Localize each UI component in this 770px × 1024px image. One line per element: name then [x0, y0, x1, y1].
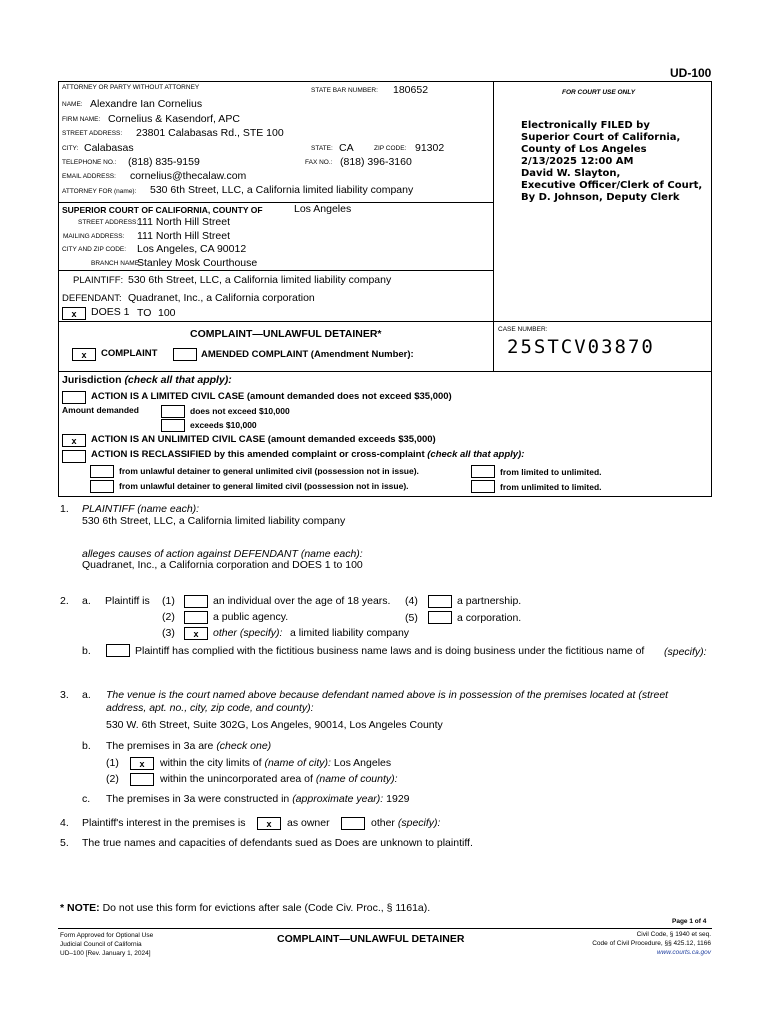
other-entity-value[interactable]: a limited liability company — [290, 627, 410, 639]
other-interest-specify: (specify): — [397, 817, 441, 829]
premises-address[interactable]: 530 W. 6th Street, Suite 302G, Los Angeles, 90014, Los Angeles County — [106, 719, 443, 731]
does-to-number[interactable]: 100 — [158, 307, 176, 319]
title-bottom-border — [58, 371, 712, 372]
other-entity-label: other (specify): — [213, 627, 283, 639]
item2-number: 2. — [60, 595, 69, 607]
unincorporated-text: within the unincorporated area of — [160, 773, 313, 785]
unincorporated-checkbox[interactable] — [130, 773, 154, 786]
partnership-checkbox[interactable] — [428, 595, 452, 608]
option-4-num: (4) — [405, 595, 418, 607]
limited-case-label: ACTION IS A LIMITED CIVIL CASE (amount demanded does not exceed $35,000) — [91, 391, 452, 402]
court-use-label: FOR COURT USE ONLY — [562, 89, 636, 96]
efiling-line-4: 2/13/2025 12:00 AM — [521, 156, 634, 167]
firm-label: FIRM NAME: — [62, 116, 101, 123]
individual-label: an individual over the age of 18 years. — [213, 595, 391, 607]
fictitious-name-specify: (specify): — [664, 646, 707, 658]
venue-text-line1: The venue is the court named above because defendant named above is in possession of the premises located at (street — [106, 689, 669, 701]
unlimited-case-checkbox[interactable]: x — [62, 434, 86, 447]
email[interactable]: cornelius@thecalaw.com — [130, 170, 247, 182]
complaint-title: COMPLAINT—UNLAWFUL DETAINER* — [190, 328, 382, 340]
form-id: UD-100 — [670, 66, 712, 80]
court-street-label: STREET ADDRESS: — [78, 219, 139, 226]
footer-rule — [58, 928, 712, 929]
state-label: STATE: — [311, 145, 333, 152]
street-address[interactable]: 23801 Calabasas Rd., STE 100 — [136, 127, 284, 139]
city-limits-checkbox[interactable]: x — [130, 757, 154, 770]
fictitious-name-checkbox[interactable] — [106, 644, 130, 657]
note-label: * NOTE: — [60, 902, 100, 914]
item3-number: 3. — [60, 689, 69, 701]
reclass-unlimited-limited-checkbox[interactable] — [471, 480, 495, 493]
court-use-divider — [493, 81, 494, 372]
to-label: TO — [137, 307, 152, 319]
construction-note: (approximate year): — [292, 793, 384, 805]
item3b-letter: b. — [82, 740, 91, 752]
amended-checkbox[interactable] — [173, 348, 197, 361]
zip-code[interactable]: 91302 — [415, 142, 445, 154]
construction-text: The premises in 3a were constructed in — [106, 793, 290, 805]
court-branch-label: BRANCH NAME: — [91, 260, 141, 267]
efiling-line-1: Electronically FILED by — [521, 120, 650, 131]
reclassified-label-note: (check all that apply): — [427, 449, 525, 460]
exceeds-10k-label: exceeds $10,000 — [190, 420, 257, 430]
option-1-num: (1) — [162, 595, 175, 607]
attorney-for-label: ATTORNEY FOR (name): — [62, 188, 137, 195]
court-street[interactable]: 111 North Hill Street — [137, 216, 230, 228]
jurisdiction-bottom-border — [58, 496, 712, 497]
not-exceed-10k-checkbox[interactable] — [161, 405, 185, 418]
public-agency-checkbox[interactable] — [184, 611, 208, 624]
public-agency-label: a public agency. — [213, 611, 289, 623]
premises-location-text: The premises in 3a are — [106, 740, 214, 752]
jurisdiction-heading-note: (check all that apply): — [124, 374, 232, 386]
header-right-border — [711, 81, 712, 372]
efiling-line-7: By D. Johnson, Deputy Clerk — [521, 192, 680, 203]
corporation-checkbox[interactable] — [428, 611, 452, 624]
amount-demanded-label: Amount demanded — [62, 405, 139, 415]
plaintiff-is-label: Plaintiff is — [105, 595, 150, 607]
court-cityzip[interactable]: Los Angeles, CA 90012 — [137, 243, 247, 255]
jurisdiction-heading-text: Jurisdiction — [62, 374, 122, 386]
court-county[interactable]: Los Angeles — [294, 203, 352, 215]
fax[interactable]: (818) 396-3160 — [340, 156, 412, 168]
footer-left-3: UD–100 [Rev. January 1, 2024] — [60, 950, 151, 957]
partnership-label: a partnership. — [457, 595, 522, 607]
city-limits-value[interactable]: Los Angeles — [333, 757, 392, 769]
telephone-label: TELEPHONE NO.: — [62, 159, 117, 166]
eviction-note — [60, 902, 430, 914]
reclass-unlimited-limited-label: from unlimited to limited. — [500, 482, 602, 492]
owner-label: as owner — [287, 817, 330, 829]
unincorporated-label — [160, 773, 398, 785]
individual-checkbox[interactable] — [184, 595, 208, 608]
option-2-num: (2) — [162, 611, 175, 623]
reclass-ud-limited-checkbox[interactable] — [90, 480, 114, 493]
reclassified-label — [91, 449, 524, 460]
court-mailing[interactable]: 111 North Hill Street — [137, 230, 230, 242]
reclass-ud-unlimited-checkbox[interactable] — [90, 465, 114, 478]
efiling-stamp — [521, 120, 702, 204]
unincorporated-num: (2) — [106, 773, 119, 785]
fictitious-name-label: Plaintiff has complied with the fictitious business name laws and is doing business under the fictitious name of — [135, 645, 645, 657]
efiling-line-5: David W. Slayton, — [521, 168, 621, 179]
telephone[interactable]: (818) 835-9159 — [128, 156, 200, 168]
defendant-name[interactable]: Quadranet, Inc., a California corporation — [128, 292, 315, 304]
attorney-for[interactable]: 530 6th Street, LLC, a California limited liability company — [150, 184, 414, 196]
court-heading: SUPERIOR COURT OF CALIFORNIA, COUNTY OF — [62, 205, 263, 215]
item1-alleges: alleges causes of action against DEFENDANT (name each): — [82, 548, 363, 560]
option-3-num: (3) — [162, 627, 175, 639]
court-mailing-label: MAILING ADDRESS: — [63, 233, 125, 240]
plaintiff-label: PLAINTIFF: — [73, 275, 124, 286]
attorney-name[interactable]: Alexandre Ian Cornelius — [90, 98, 203, 110]
jurisdiction-heading — [62, 374, 232, 386]
venue-text-line2: address, apt. no., city, zip code, and county): — [106, 702, 314, 714]
premises-location-label — [106, 740, 271, 752]
city-limits-text: within the city limits of — [160, 757, 262, 769]
firm-name[interactable]: Cornelius & Kasendorf, APC — [108, 113, 240, 125]
does-unknown-text: The true names and capacities of defendants sued as Does are unknown to plaintiff. — [82, 837, 473, 849]
efiling-line-6: Executive Officer/Clerk of Court, — [521, 180, 703, 191]
footer-title: COMPLAINT—UNLAWFUL DETAINER — [277, 933, 465, 945]
other-interest-label — [371, 817, 440, 829]
city-label: CITY: — [62, 145, 79, 152]
case-number-label: CASE NUMBER: — [498, 326, 548, 333]
court-cityzip-label: CITY AND ZIP CODE: — [62, 246, 127, 253]
footer-left-2: Judicial Council of California — [60, 941, 142, 948]
reclass-limited-unlimited-label: from limited to unlimited. — [500, 467, 602, 477]
item1-label: PLAINTIFF (name each): — [82, 503, 200, 515]
owner-checkbox[interactable]: x — [257, 817, 281, 830]
corporation-label: a corporation. — [457, 612, 522, 624]
not-exceed-10k-label: does not exceed $10,000 — [190, 406, 290, 416]
zip-label: ZIP CODE: — [374, 145, 407, 152]
does-checkbox[interactable]: x — [62, 307, 86, 320]
complaint-label: COMPLAINT — [101, 348, 158, 359]
item1-plaintiff[interactable]: 530 6th Street, LLC, a California limited liability company — [82, 515, 346, 527]
efiling-line-2: Superior Court of California, — [521, 132, 681, 143]
attorney-court-divider — [58, 202, 494, 203]
item4-number: 4. — [60, 817, 69, 829]
unincorporated-name-label: (name of county): — [315, 773, 398, 785]
does-label: DOES 1 — [91, 306, 130, 318]
reclassified-label-text: ACTION IS RECLASSIFIED by this amended complaint or cross-complaint — [91, 449, 425, 460]
plaintiff-name[interactable]: 530 6th Street, LLC, a California limited liability company — [128, 274, 392, 286]
item5-number: 5. — [60, 837, 69, 849]
header-top-border — [58, 81, 712, 82]
item1-number: 1. — [60, 503, 69, 515]
item2a-letter: a. — [82, 595, 91, 607]
complaint-checkbox[interactable]: x — [72, 348, 96, 361]
limited-case-checkbox[interactable] — [62, 391, 86, 404]
item1-defendants[interactable]: Quadranet, Inc., a California corporation and DOES 1 to 100 — [82, 559, 363, 571]
state-bar-number[interactable]: 180652 — [393, 84, 429, 96]
defendant-label: DEFENDANT: — [62, 293, 122, 304]
other-entity-checkbox[interactable]: x — [184, 627, 208, 640]
reclass-ud-unlimited-label: from unlawful detainer to general unlimited civil (possession not in issue). — [119, 466, 419, 476]
reclass-ud-limited-label: from unlawful detainer to general limited civil (possession not in issue). — [119, 481, 409, 491]
city-limits-name-label: (name of city): — [264, 757, 331, 769]
item3a-letter: a. — [82, 689, 91, 701]
exceeds-10k-checkbox[interactable] — [161, 419, 185, 432]
header-left-border — [58, 81, 59, 321]
attorney-label: ATTORNEY OR PARTY WITHOUT ATTORNEY — [62, 84, 200, 91]
other-interest-text: other — [371, 817, 395, 829]
construction-label — [106, 793, 410, 805]
city[interactable]: Calabasas — [84, 142, 134, 154]
note-text: Do not use this form for evictions after sale (Code Civ. Proc., § 1161a). — [102, 902, 431, 914]
footer-right-1: Civil Code, § 1940 et seq. — [636, 931, 711, 938]
reclass-limited-unlimited-checkbox[interactable] — [471, 465, 495, 478]
court-parties-divider — [58, 270, 494, 271]
jurisdiction-right-border — [711, 371, 712, 497]
construction-year[interactable]: 1929 — [386, 793, 410, 805]
other-interest-checkbox[interactable] — [341, 817, 365, 830]
parties-title-divider — [58, 321, 712, 322]
item3c-letter: c. — [82, 793, 91, 805]
item2b-letter: b. — [82, 645, 91, 657]
footer-right-2: Code of Civil Procedure, §§ 425.12, 1166 — [592, 940, 711, 947]
state[interactable]: CA — [339, 142, 354, 154]
court-branch[interactable]: Stanley Mosk Courthouse — [137, 257, 258, 269]
jurisdiction-left-border — [58, 371, 59, 497]
footer-left-1: Form Approved for Optional Use — [60, 932, 154, 939]
email-label: EMAIL ADDRESS: — [62, 173, 116, 180]
street-label: STREET ADDRESS: — [62, 130, 123, 137]
option-5-num: (5) — [405, 612, 418, 624]
unlimited-case-label: ACTION IS AN UNLIMITED CIVIL CASE (amount demanded exceeds $35,000) — [91, 434, 436, 445]
case-number[interactable]: 25STCV03870 — [507, 336, 655, 358]
state-bar-label: STATE BAR NUMBER: — [311, 87, 378, 94]
courts-link[interactable]: www.courts.ca.gov — [656, 949, 711, 956]
city-limits-label — [160, 757, 391, 769]
city-limits-num: (1) — [106, 757, 119, 769]
page-number: Page 1 of 4 — [672, 918, 707, 925]
name-label: NAME: — [62, 101, 83, 108]
interest-label: Plaintiff's interest in the premises is — [82, 817, 246, 829]
fax-label: FAX NO.: — [305, 159, 333, 166]
efiling-line-3: County of Los Angeles — [521, 144, 647, 155]
amended-label: AMENDED COMPLAINT (Amendment Number): — [201, 349, 414, 360]
reclassified-checkbox[interactable] — [62, 450, 86, 463]
premises-location-note: (check one) — [216, 740, 272, 752]
title-left-border — [58, 321, 59, 372]
